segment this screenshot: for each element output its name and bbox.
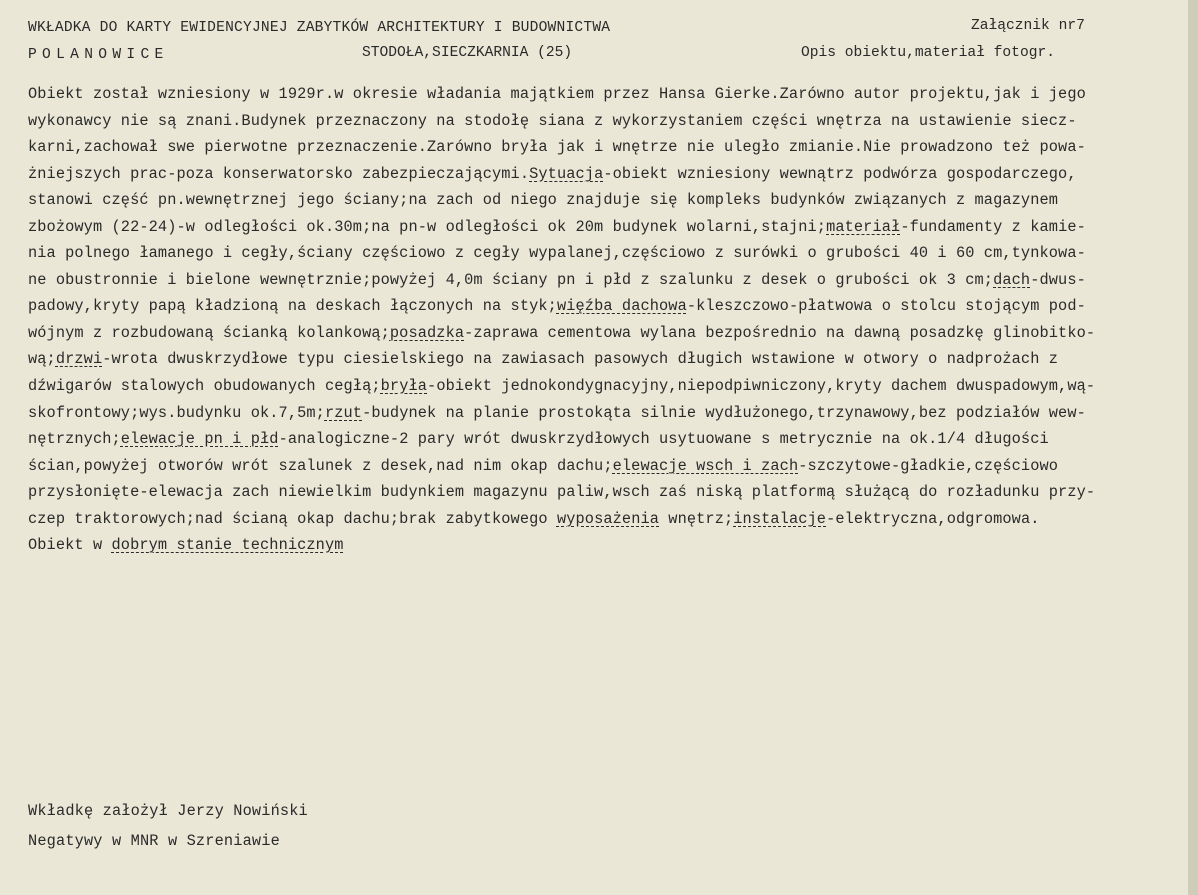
description-text: nia polnego łamanego i cegły,ściany częściowo z cegły wypalanej,częściowo z surówki o grubości 40 i 60 cm,tynkowa- — [28, 244, 1086, 263]
description-text: -fundamenty z kamie- — [900, 217, 1086, 236]
author-note: Wkładkę założył Jerzy Nowiński — [28, 802, 308, 820]
section-keyword: dobrym stanie technicznym — [111, 536, 344, 555]
description-line — [28, 426, 1178, 453]
object-name: STODOŁA,SIECZKARNIA (25) — [362, 45, 573, 61]
description-text: zbożowym (22-24)-w odległości ok.30m;na pn-w odległości ok 20m budynek wolarni,stajni; — [28, 217, 827, 236]
description-line — [28, 267, 1178, 294]
section-keyword: Sytuacja — [529, 164, 604, 183]
section-keyword: materiał — [826, 217, 901, 236]
description-text: ne obustronnie i bielone wewnętrznie;powyżej 4,0m ściany pn i płd z szalunku z desek o grubości ok 3 cm; — [28, 270, 994, 289]
description-text: wnętrz; — [659, 509, 734, 528]
description-line — [28, 479, 1178, 506]
section-keyword: instalacje — [733, 509, 827, 528]
description-text: skofrontowy;wys.budynku ok.7,5m; — [28, 403, 325, 422]
description-text: -zaprawa cementowa wylana bezpośrednio na dawną posadzkę glinobitko- — [464, 323, 1096, 342]
description-text: Obiekt został wzniesiony w 1929r.w okresie władania majątkiem przez Hansa Gierke.Zarówno autor projektu,jak i jego — [28, 85, 1086, 103]
description-line — [28, 532, 1178, 559]
description-text: -budynek na planie prostokąta silnie wydłużonego,trzynawowy,bez podziałów wew- — [362, 403, 1086, 422]
section-keyword: elewacje pn i płd — [120, 430, 279, 449]
description-text: -kleszczowo-płatwowa o stolcu stojącym pod- — [686, 297, 1086, 316]
section-keyword: elewacje wsch i zach — [612, 456, 799, 475]
card-edge — [1188, 0, 1198, 895]
description-line — [28, 187, 1178, 214]
description-line — [28, 346, 1178, 373]
description-text: stanowi część pn.wewnętrznej jego ściany;na zach od niego znajduje się kompleks budynków związanych z magazynem — [28, 191, 1059, 210]
description-line — [28, 240, 1178, 267]
description-text: nętrznych; — [28, 430, 121, 449]
description-line — [28, 320, 1178, 347]
section-keyword: posadzka — [389, 323, 465, 342]
description-text: Obiekt w — [28, 536, 112, 555]
description-text: -elektryczna,odgromowa. — [826, 509, 1040, 528]
section-keyword: wyposażenia — [556, 509, 660, 528]
description-line — [28, 400, 1178, 427]
card-title: WKŁADKA DO KARTY EWIDENCYJNEJ ZABYTKÓW ARCHITEKTURY I BUDOWNICTWA — [28, 20, 611, 36]
description-line — [28, 134, 1178, 161]
description-text: wykonawcy nie są znani.Budynek przeznaczony na stodołę siana z wykorzystaniem części wnętrza na ustawienie siecz- — [28, 111, 1077, 130]
description-text: -szczytowe-gładkie,częściowo — [798, 456, 1059, 475]
description-text: wą; — [28, 350, 56, 369]
description-text: ścian,powyżej otworów wrót szalunek z desek,nad nim okap dachu; — [28, 456, 613, 475]
section-keyword: dach — [993, 270, 1031, 289]
description-line — [28, 506, 1178, 533]
description-text: -obiekt jednokondygnacyjny,niepodpiwniczony,kryty dachem dwuspadowym,wą- — [427, 377, 1096, 396]
document-type: Opis obiektu,materiał fotogr. — [801, 45, 1055, 61]
description-text: -wrota dwuskrzydłowe typu ciesielskiego na zawiasach pasowych długich wstawione w otwory o nadprożach z — [102, 350, 1059, 369]
description-text: dźwigarów stalowych obudowanych cegłą; — [28, 377, 381, 396]
description-text: -dwus- — [1030, 270, 1086, 289]
description-text: karni,zachował swe pierwotne przeznaczenie.Zarówno bryła jak i wnętrze nie uległo zmianie.Nie prowadzono też powa- — [28, 138, 1086, 157]
section-keyword: więźba dachowa — [556, 297, 687, 316]
description-text: -analogiczne-2 pary wrót dwuskrzydłowych usytuowane s metrycznie na ok.1/4 długości — [278, 430, 1049, 449]
description-line — [28, 81, 1178, 108]
section-keyword: drzwi — [55, 350, 103, 369]
negatives-note: Negatywy w MNR w Szreniawie — [28, 832, 280, 850]
annex-number: Załącznik nr7 — [971, 18, 1085, 34]
description-line — [28, 214, 1178, 241]
description-line — [28, 161, 1178, 188]
place-name: POLANOWICE — [28, 47, 169, 63]
section-keyword: rzut — [324, 403, 363, 422]
description-text: wójnym z rozbudowaną ścianką kolankową; — [28, 323, 390, 342]
description-line — [28, 453, 1178, 480]
description-text: czep traktorowych;nad ścianą okap dachu;brak zabytkowego — [28, 509, 557, 528]
object-description — [28, 81, 1178, 559]
description-line — [28, 108, 1178, 135]
description-text: przysłonięte-elewacja zach niewielkim budynkiem magazynu paliw,wsch zaś niską platformą służącą do rozładunku przy- — [28, 483, 1096, 502]
description-text: -obiekt wzniesiony wewnątrz podwórza gospodarczego, — [603, 164, 1077, 183]
description-line — [28, 293, 1178, 320]
section-keyword: bryła — [380, 377, 428, 396]
description-text: padowy,kryty papą kładzioną na deskach łączonych na styk; — [28, 297, 557, 316]
description-line — [28, 373, 1178, 400]
description-text: żniejszych prac-poza konserwatorsko zabezpieczającymi. — [28, 164, 530, 183]
